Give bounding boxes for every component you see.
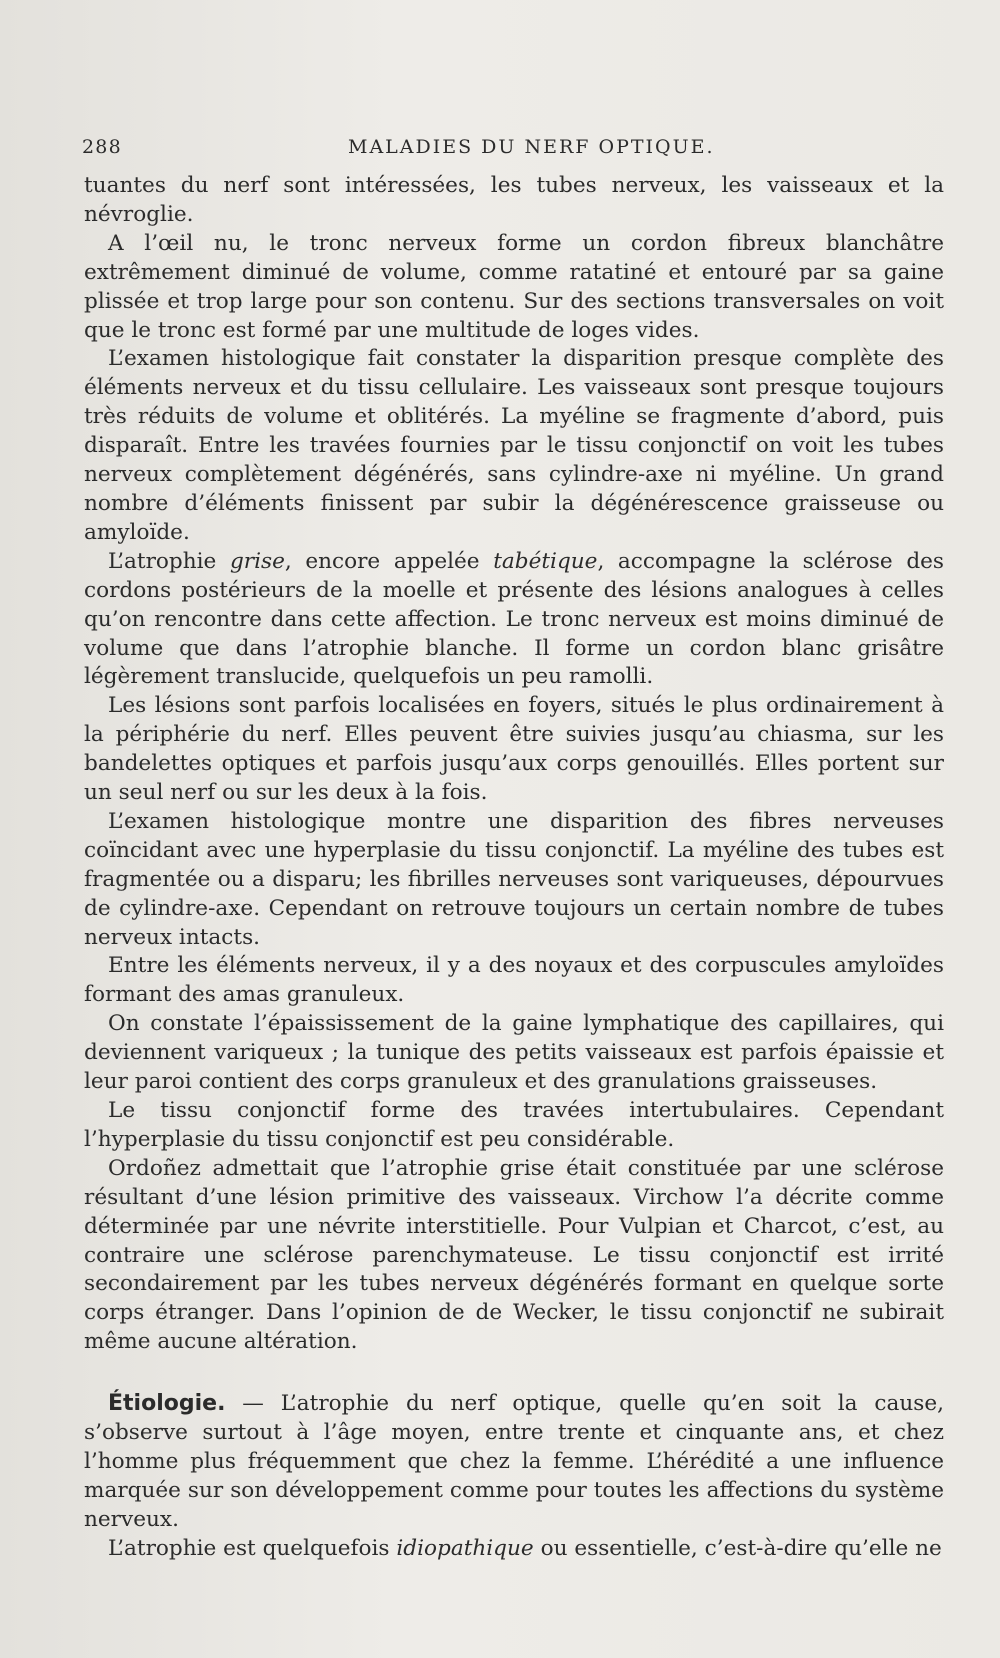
section-text: — L’atrophie du nerf optique, quelle qu’en soit la cause, s’observe surtout à l’âge moyen, entre trente et cinquante ans, et chez l’homme plus fréquemment que chez la femme. L’hérédité a une influence marquée sur son développement comme pour toutes les affections du système nerveux.	[84, 1391, 944, 1532]
body-text	[84, 172, 944, 1564]
paragraph-4-emphasis: tabétique	[493, 548, 598, 574]
paragraph-4	[84, 548, 944, 693]
paragraph-12-text: ou essentielle, c’est-à-dire qu’elle ne	[533, 1535, 942, 1561]
paragraph-12-text: L’atrophie est quelquefois	[108, 1535, 397, 1561]
paragraph-3: L’examen histologique fait constater la disparition presque complète des éléments nerveux et du tissu cellulaire. Les vaisseaux sont presque toujours très réduits de volume et oblitérés. La myéline se fragmente d’abord, puis disparaît. Entre les travées fournies par le tissu conjonctif on voit les tubes nerveux complètement dégénérés, sans cylindre-axe ni myéline. Un grand nombre d’éléments finissent par subir la dégénérescence graisseuse ou amyloïde.	[84, 346, 944, 545]
paragraph-12	[84, 1535, 944, 1564]
paragraph-4-text: L’atrophie	[108, 548, 230, 574]
paragraph-1: tuantes du nerf sont intéressées, les tubes nerveux, les vaisseaux et la névroglie.	[84, 173, 944, 227]
paragraph-8: On constate l’épaississement de la gaine lymphatique des capillaires, qui deviennent variqueux ; la tunique des petits vaisseaux est parfois épaissie et leur paroi contient des corps granuleux et des granulations graisseuses.	[84, 1011, 944, 1095]
section-heading: Étiologie.	[108, 1391, 226, 1417]
paragraph-2: A l’œil nu, le tronc nerveux forme un cordon fibreux blanchâtre extrêmement diminué de volume, comme ratatiné et entouré par sa gaine plissée et trop large pour son contenu. Sur des sections transversales on voit que le tronc est formé par une multitude de loges vides.	[84, 230, 944, 343]
section-etiologie	[84, 1390, 944, 1535]
paragraph-12-emphasis: idiopathique	[396, 1535, 534, 1561]
page-header	[82, 136, 942, 164]
paragraph-4-text: , accompagne la sclérose des cordons postérieurs de la moelle et présente des lésions analogues à celles qu’on rencontre dans cette affection. Le tronc nerveux est moins diminué de volume que dans l’atrophie blanche. Il forme un cordon blanc grisâtre légèrement translucide, quelquefois un peu ramolli.	[84, 548, 945, 690]
paragraph-4-text: , encore appelée	[284, 548, 494, 574]
paragraph-4-emphasis: grise	[229, 548, 285, 574]
paragraph-9: Le tissu conjonctif forme des travées intertubulaires. Cependant l’hyperplasie du tissu conjonctif est peu considérable.	[84, 1098, 944, 1152]
page-number: 288	[82, 136, 122, 158]
paragraph-5: Les lésions sont parfois localisées en foyers, situés le plus ordinairement à la périphérie du nerf. Elles peuvent être suivies jusqu’au chiasma, sur les bandelettes optiques et parfois jusqu’aux corps genouillés. Elles portent sur un seul nerf ou sur les deux à la fois.	[84, 693, 944, 806]
running-title: MALADIES DU NERF OPTIQUE.	[348, 136, 715, 158]
paragraph-7: Entre les éléments nerveux, il y a des noyaux et des corpuscules amyloïdes formant des amas granuleux.	[84, 953, 944, 1008]
paragraph-6: L’examen histologique montre une disparition des fibres nerveuses coïncidant avec une hyperplasie du tissu conjonctif. La myéline des tubes est fragmentée ou a disparu; les fibrilles nerveuses sont variqueuses, dépourvues de cylindre-axe. Cependant on retrouve toujours un certain nombre de tubes nerveux intacts.	[84, 808, 944, 950]
paragraph-10: Ordoñez admettait que l’atrophie grise était constituée par une sclérose résultant d’une lésion primitive des vaisseaux. Virchow l’a décrite comme déterminée par une névrite interstitielle. Pour Vulpian et Charcot, c’est, au contraire une sclérose parenchymateuse. Le tissu conjonctif est irrité secondairement par les tubes nerveux dégénérés formant en quelque sorte corps étranger. Dans l’opinion de de Wecker, le tissu conjonctif ne subirait même aucune altération.	[84, 1155, 944, 1355]
